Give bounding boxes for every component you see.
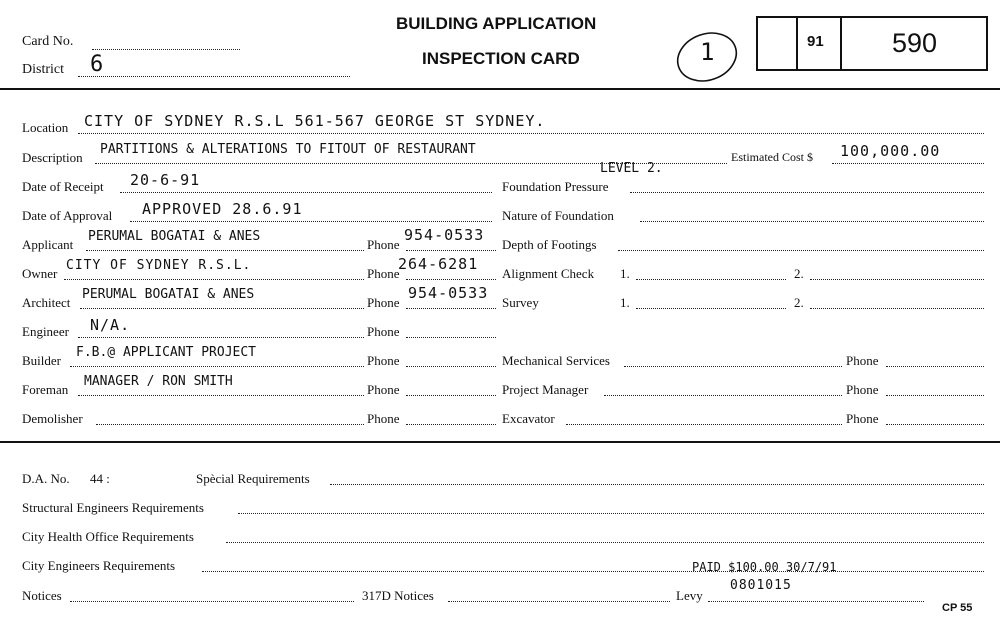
- architect-label: Architect: [22, 295, 71, 310]
- card-number-box: [756, 16, 988, 71]
- builder-phone-label: Phone: [367, 353, 400, 368]
- demolisher-phone-label: Phone: [367, 411, 400, 426]
- card-no-line: [92, 49, 240, 50]
- middle-divider: [0, 441, 1000, 443]
- description-value-2: LEVEL 2.: [600, 161, 663, 176]
- survey-2-line: [810, 308, 984, 309]
- architect-phone-label: Phone: [367, 295, 400, 310]
- title-inspection-card: INSPECTION CARD: [422, 49, 580, 68]
- project-manager-phone-label: Phone: [846, 382, 879, 397]
- nature-foundation-line: [640, 221, 984, 222]
- structural-engineers-label: Structural Engineers Requirements: [22, 500, 204, 515]
- district-value: 6: [90, 52, 105, 77]
- depth-footings-line: [618, 250, 984, 251]
- engineer-value: N/A.: [90, 316, 131, 334]
- owner-line: [64, 279, 364, 280]
- owner-phone: 264-6281: [398, 255, 479, 273]
- location-line: [78, 133, 984, 134]
- foreman-phone-label: Phone: [367, 382, 400, 397]
- district-line: [78, 76, 350, 77]
- builder-label: Builder: [22, 353, 61, 368]
- architect-phone: 954-0533: [408, 284, 489, 302]
- foreman-phone-line: [406, 395, 496, 396]
- builder-value: F.B.@ APPLICANT PROJECT: [76, 345, 257, 360]
- applicant-line: [86, 250, 364, 251]
- notices-line: [70, 601, 354, 602]
- owner-phone-line: [406, 279, 496, 280]
- mechanical-phone-label: Phone: [846, 353, 879, 368]
- demolisher-line: [96, 424, 364, 425]
- applicant-value: PERUMAL BOGATAI & ANES: [88, 229, 261, 244]
- structural-engineers-line: [238, 513, 984, 514]
- location-value: CITY OF SYDNEY R.S.L 561-567 GEORGE ST SYDNEY.: [84, 112, 546, 130]
- owner-label: Owner: [22, 266, 58, 281]
- demolisher-label: Demolisher: [22, 411, 83, 426]
- applicant-phone-line: [406, 250, 496, 251]
- date-receipt-line: [120, 192, 492, 193]
- engineer-line: [78, 337, 364, 338]
- estimated-cost-line: [832, 163, 984, 164]
- nature-foundation-label: Nature of Foundation: [502, 208, 614, 223]
- paid-note: PAID $100.00 30/7/91: [692, 560, 837, 574]
- foreman-label: Foreman: [22, 382, 69, 397]
- builder-line: [70, 366, 364, 367]
- box-card-number: 590: [892, 28, 938, 58]
- owner-value: CITY OF SYDNEY R.S.L.: [66, 258, 252, 273]
- levy-line: [708, 601, 924, 602]
- engineer-phone-line: [406, 337, 496, 338]
- excavator-phone-label: Phone: [846, 411, 879, 426]
- date-approval-line: [130, 221, 492, 222]
- notices-317d-label: 317D Notices: [362, 588, 434, 603]
- date-receipt-value: 20-6-91: [130, 171, 201, 189]
- applicant-label: Applicant: [22, 237, 74, 252]
- project-manager-line: [604, 395, 842, 396]
- mechanical-services-line: [624, 366, 842, 367]
- architect-line: [80, 308, 364, 309]
- levy-label: Levy: [676, 588, 703, 603]
- city-health-label: City Health Office Requirements: [22, 529, 194, 544]
- survey-2: 2.: [794, 295, 804, 310]
- foundation-pressure-line: [630, 192, 984, 193]
- applicant-phone-label: Phone: [367, 237, 400, 252]
- date-approval-label: Date of Approval: [22, 208, 113, 223]
- engineer-phone-label: Phone: [367, 324, 400, 339]
- mechanical-services-label: Mechanical Services: [502, 353, 610, 368]
- description-label: Description: [22, 150, 83, 165]
- title-building-application: BUILDING APPLICATION: [396, 14, 597, 33]
- city-engineers-line: [202, 571, 984, 572]
- architect-value: PERUMAL BOGATAI & ANES: [82, 287, 255, 302]
- city-engineers-label: City Engineers Requirements: [22, 558, 176, 573]
- location-label: Location: [22, 120, 69, 135]
- builder-phone-line: [406, 366, 496, 367]
- date-receipt-label: Date of Receipt: [22, 179, 104, 194]
- engineer-label: Engineer: [22, 324, 69, 339]
- estimated-cost-value: 100,000.00: [840, 142, 941, 160]
- city-health-line: [226, 542, 984, 543]
- excavator-label: Excavator: [502, 411, 555, 426]
- card-no-label: Card No.: [22, 34, 74, 49]
- notices-317d-line: [448, 601, 670, 602]
- special-requirements-line: [330, 484, 984, 485]
- survey-label: Survey: [502, 295, 539, 310]
- foreman-line: [78, 395, 364, 396]
- excavator-line: [566, 424, 842, 425]
- excavator-phone-line: [886, 424, 984, 425]
- project-manager-phone-line: [886, 395, 984, 396]
- owner-phone-label: Phone: [367, 266, 400, 281]
- demolisher-phone-line: [406, 424, 496, 425]
- mechanical-phone-line: [886, 366, 984, 367]
- receipt-number: 0801015: [730, 578, 792, 593]
- architect-phone-line: [406, 308, 496, 309]
- box-small-number: 91: [807, 33, 824, 50]
- survey-1: 1.: [620, 295, 630, 310]
- alignment-check-2: 2.: [794, 266, 804, 281]
- project-manager-label: Project Manager: [502, 382, 589, 397]
- foundation-pressure-label: Foundation Pressure: [502, 179, 609, 194]
- notices-label: Notices: [22, 588, 62, 603]
- district-label: District: [22, 62, 64, 77]
- alignment-check-label: Alignment Check: [502, 266, 595, 281]
- estimated-cost-label: Estimated Cost $: [731, 150, 813, 164]
- circled-number: 1: [700, 38, 716, 66]
- box-divider-2: [840, 18, 842, 69]
- special-requirements-label: Spècial Requirements: [196, 471, 310, 486]
- header-divider: [0, 88, 1000, 90]
- foreman-value: MANAGER / RON SMITH: [84, 374, 233, 389]
- alignment-check-1-line: [636, 279, 786, 280]
- da-no-value: 44 :: [90, 471, 110, 486]
- box-divider-1: [796, 18, 798, 69]
- da-no-label: D.A. No.: [22, 471, 70, 486]
- survey-1-line: [636, 308, 786, 309]
- alignment-check-2-line: [810, 279, 984, 280]
- description-value: PARTITIONS & ALTERATIONS TO FITOUT OF RESTAURANT: [100, 142, 476, 157]
- depth-footings-label: Depth of Footings: [502, 237, 597, 252]
- alignment-check-1: 1.: [620, 266, 630, 281]
- footer-code: CP 55: [942, 602, 973, 614]
- date-approval-value: APPROVED 28.6.91: [142, 200, 303, 218]
- applicant-phone: 954-0533: [404, 226, 485, 244]
